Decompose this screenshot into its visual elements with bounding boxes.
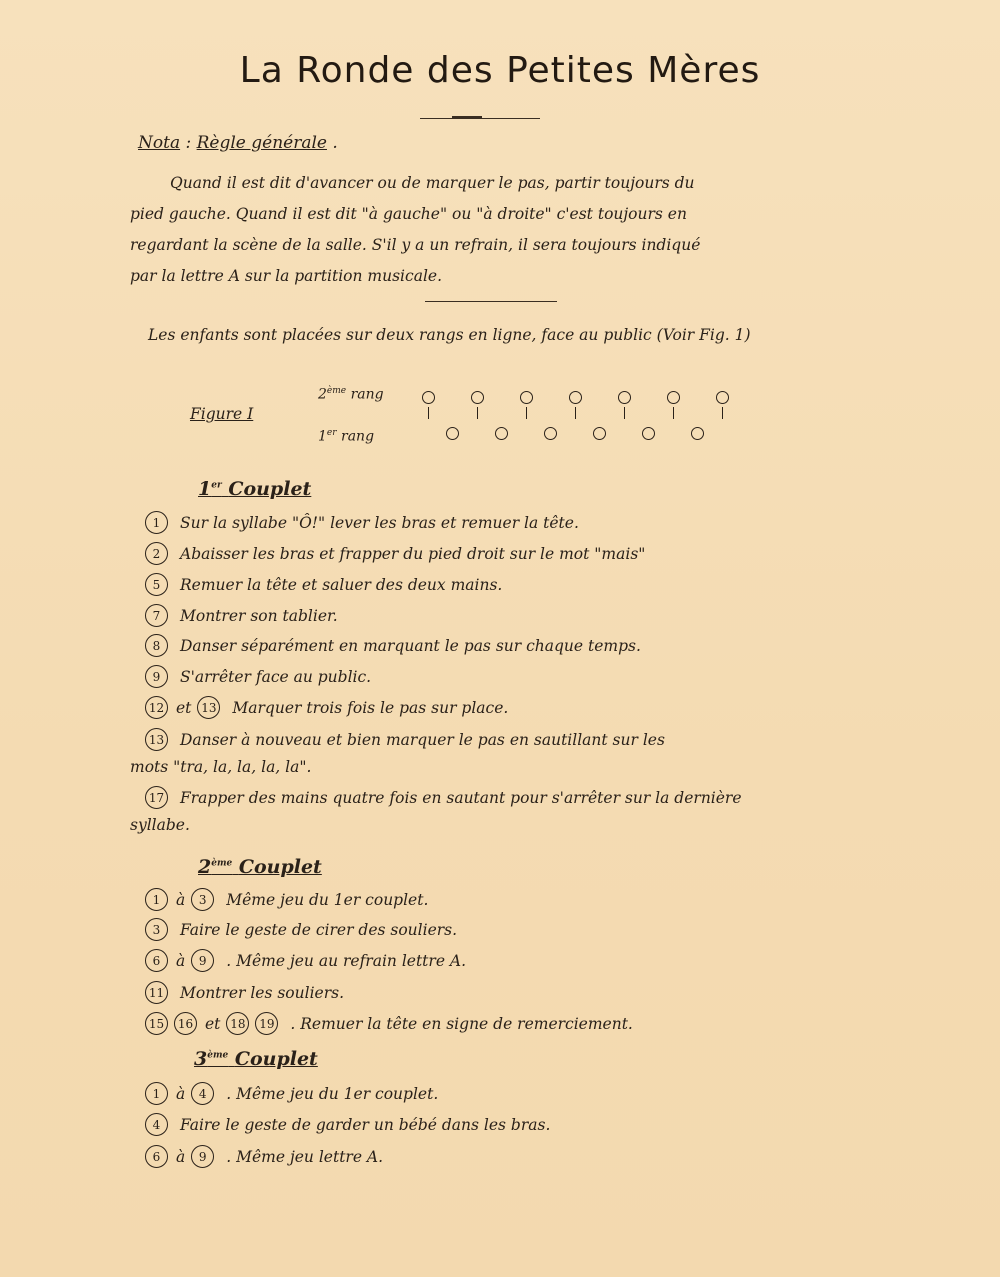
step-instruction: Montrer son tablier. (180, 606, 338, 625)
step-number-badge: 13 (145, 728, 168, 751)
row2-dancer-mark (471, 391, 484, 404)
step-number-badge: 12 (145, 696, 168, 719)
step-instruction: Abaisser les bras et frapper du pied droit sur le mot "mais" (180, 544, 646, 563)
step-number-badge: 7 (145, 604, 168, 627)
row2-text: rang (350, 386, 384, 403)
step-instruction: . Même jeu lettre A. (226, 1147, 384, 1166)
couplet3-number: 3 (194, 1048, 208, 1070)
row1-dancer-mark (544, 427, 557, 440)
step-instruction: Faire le geste de cirer des souliers. (180, 920, 458, 939)
row2-dancer-mark (569, 391, 582, 404)
row2-dancer-mark (618, 391, 631, 404)
paragraph-line: par la lettre A sur la partition musicale. (130, 267, 442, 285)
couplet1-heading (198, 478, 311, 500)
row2-dancer-stick (428, 407, 429, 419)
step-number-badge: 5 (145, 573, 168, 596)
step-connector: à (176, 951, 186, 970)
step-instruction: Montrer les souliers. (180, 983, 344, 1002)
step-number-badge: 2 (145, 542, 168, 565)
couplet2-item (145, 949, 466, 972)
couplet2-superscript: ème (211, 858, 233, 869)
paragraph-line: Quand il est dit d'avancer ou de marquer le pas, partir toujours du (170, 174, 695, 192)
step-connector: à (176, 890, 186, 909)
step-connector: et (205, 1014, 221, 1033)
step-instruction: Danser séparément en marquant le pas sur chaque temps. (180, 636, 641, 655)
couplet1-item-continuation: syllabe. (130, 816, 190, 834)
row2-dancer-mark (520, 391, 533, 404)
row2-superscript: ème (326, 386, 347, 396)
step-number-badge: 9 (145, 665, 168, 688)
paragraph-line: regardant la scène de la salle. S'il y a un refrain, il sera toujours indiqué (130, 236, 701, 254)
step-instruction: . Même jeu au refrain lettre A. (226, 951, 467, 970)
step-number-badge: 9 (191, 949, 214, 972)
row1-dancer-mark (593, 427, 606, 440)
step-instruction: Danser à nouveau et bien marquer le pas en sautillant sur les (180, 730, 665, 749)
couplet1-item (145, 634, 641, 657)
couplet3-heading (194, 1048, 318, 1070)
step-number-badge: 3 (145, 918, 168, 941)
step-number-badge: 6 (145, 949, 168, 972)
row2-dancer-stick (526, 407, 527, 419)
row2-dancer-mark (422, 391, 435, 404)
row2-dancer-mark (716, 391, 729, 404)
step-number-badge: 1 (145, 1082, 168, 1105)
row2-dancer-stick (477, 407, 478, 419)
couplet1-item (145, 511, 579, 534)
step-connector: à (176, 1147, 186, 1166)
step-number-badge: 15 (145, 1012, 168, 1035)
couplet1-item (145, 786, 742, 809)
couplet1-item (145, 665, 371, 688)
step-number-badge: 4 (145, 1113, 168, 1136)
step-instruction: Faire le geste de garder un bébé dans les bras. (180, 1115, 551, 1134)
couplet3-item (145, 1113, 550, 1136)
row2-label (318, 386, 384, 403)
nota-label: Nota (138, 133, 181, 153)
paragraph-line: pied gauche. Quand il est dit "à gauche" ou "à droite" c'est toujours en (130, 205, 687, 223)
couplet3-superscript: ème (207, 1050, 229, 1061)
couplet1-number: 1 (198, 478, 212, 500)
row2-dancer-stick (673, 407, 674, 419)
step-number-badge: 1 (145, 511, 168, 534)
row2-dancer-mark (667, 391, 680, 404)
nota-colon: : (185, 133, 192, 153)
couplet1-item (145, 542, 645, 565)
nota-rule-heading: Règle générale (196, 133, 327, 153)
couplet2-item (145, 918, 457, 941)
section-divider (425, 301, 557, 302)
row1-dancer-mark (642, 427, 655, 440)
row1-dancer-mark (691, 427, 704, 440)
couplet2-item (145, 1012, 633, 1035)
couplet1-item (145, 696, 508, 719)
row2-number: 2 (318, 386, 327, 403)
step-number-badge: 4 (191, 1082, 214, 1105)
step-instruction: Marquer trois fois le pas sur place. (232, 698, 509, 717)
step-number-badge: 8 (145, 634, 168, 657)
step-number-badge: 1 (145, 888, 168, 911)
step-instruction: Sur la syllabe "Ô!" lever les bras et remuer la tête. (180, 513, 579, 532)
couplet3-word: Couplet (234, 1048, 318, 1070)
step-number-badge: 13 (197, 696, 220, 719)
step-connector: à (176, 1084, 186, 1103)
couplet3-item (145, 1082, 438, 1105)
couplet3-item (145, 1145, 383, 1168)
row1-text: rang (341, 428, 375, 445)
step-instruction: Même jeu du 1er couplet. (226, 890, 429, 909)
placement-intro: Les enfants sont placées sur deux rangs en ligne, face au public (Voir Fig. 1) (148, 326, 751, 344)
row1-label (318, 428, 374, 445)
couplet2-heading (198, 856, 322, 878)
step-connector: et (176, 698, 192, 717)
couplet2-item (145, 981, 344, 1004)
general-rule-paragraph (130, 168, 900, 292)
step-number-badge: 6 (145, 1145, 168, 1168)
page-title: La Ronde des Petites Mères (239, 50, 761, 91)
nota-heading (138, 133, 338, 153)
step-number-badge: 19 (255, 1012, 278, 1035)
row2-dancer-stick (722, 407, 723, 419)
row1-dancer-mark (446, 427, 459, 440)
nota-period: . (332, 133, 338, 153)
step-number-badge: 3 (191, 888, 214, 911)
row2-dancer-stick (624, 407, 625, 419)
couplet1-item (145, 604, 338, 627)
title-divider-center (452, 116, 482, 119)
couplet1-superscript: er (211, 480, 222, 491)
row2-dancer-stick (575, 407, 576, 419)
couplet1-item (145, 573, 502, 596)
row1-dancer-mark (495, 427, 508, 440)
step-instruction: S'arrêter face au public. (180, 667, 372, 686)
row1-number: 1 (318, 428, 327, 445)
couplet1-item-continuation: mots "tra, la, la, la, la". (130, 758, 312, 776)
step-number-badge: 17 (145, 786, 168, 809)
couplet1-item (145, 728, 665, 751)
step-number-badge: 16 (174, 1012, 197, 1035)
step-instruction: . Remuer la tête en signe de remerciement. (290, 1014, 633, 1033)
couplet2-word: Couplet (238, 856, 322, 878)
figure-title: Figure I (190, 405, 254, 423)
couplet2-item (145, 888, 428, 911)
step-instruction: Remuer la tête et saluer des deux mains. (180, 575, 503, 594)
step-number-badge: 9 (191, 1145, 214, 1168)
step-instruction: Frapper des mains quatre fois en sautant pour s'arrêter sur la dernière (180, 788, 742, 807)
couplet2-number: 2 (198, 856, 212, 878)
step-number-badge: 18 (226, 1012, 249, 1035)
couplet1-word: Couplet (228, 478, 312, 500)
step-number-badge: 11 (145, 981, 168, 1004)
step-instruction: . Même jeu du 1er couplet. (226, 1084, 439, 1103)
row1-superscript: er (326, 428, 337, 438)
